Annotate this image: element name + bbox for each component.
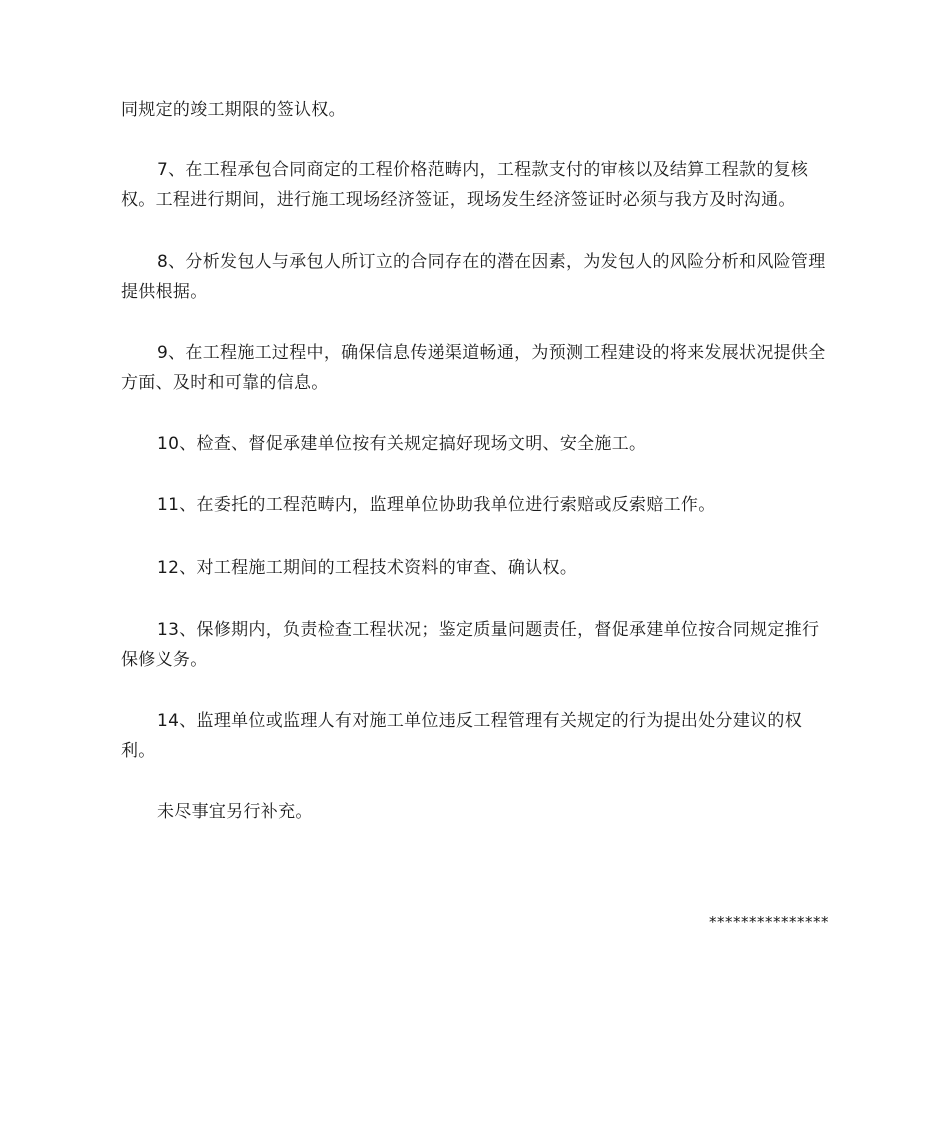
paragraph-item-14: 14、监理单位或监理人有对施工单位违反工程管理有关规定的行为提出处分建议的权利。 (121, 711, 803, 761)
signature-placeholder: *************** (709, 913, 829, 931)
paragraph-item-9: 9、在工程施工过程中，确保信息传递渠道畅通，为预测工程建设的将来发展状况提供全方面、及时和可靠的信息。 (121, 343, 826, 393)
paragraph-item-10: 10、检查、督促承建单位按有关规定搞好现场文明、安全施工。 (157, 434, 647, 454)
paragraph-item-8: 8、分析发包人与承包人所订立的合同存在的潜在因素，为发包人的风险分析和风险管理提供根据。 (121, 252, 826, 302)
paragraph-item-11: 11、在委托的工程范畴内，监理单位协助我单位进行索赔或反索赔工作。 (157, 495, 716, 515)
paragraph-item-7: 7、在工程承包合同商定的工程价格范畴内，工程款支付的审核以及结算工程款的复核权。工程进行期间，进行施工现场经济签证，现场发生经济签证时必须与我方及时沟通。 (121, 160, 809, 210)
paragraph-continuation: 同规定的竣工期限的签认权。 (121, 100, 346, 120)
paragraph-item-12: 12、对工程施工期间的工程技术资料的审查、确认权。 (157, 558, 578, 578)
paragraph-closing: 未尽事宜另行补充。 (157, 802, 313, 822)
paragraph-item-13: 13、保修期内，负责检查工程状况；鉴定质量问题责任，督促承建单位按合同规定推行保修义务。 (121, 620, 820, 670)
